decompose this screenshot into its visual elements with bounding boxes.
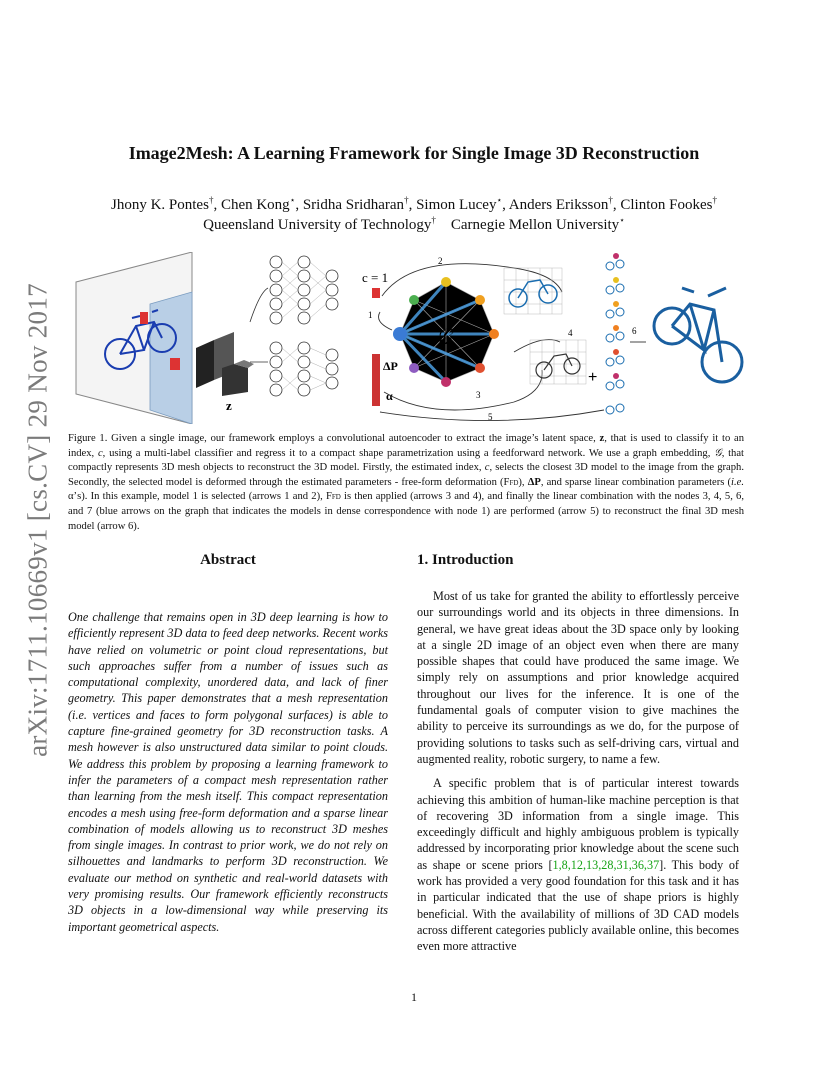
graph-embedding — [393, 277, 499, 387]
affiliation-list: Queensland University of Technology† Carnegie Mellon University⋆ — [203, 215, 625, 233]
abstract-heading: Abstract — [200, 552, 256, 568]
graph-node-3 — [441, 277, 451, 287]
introduction-heading: 1. Introduction — [417, 552, 514, 568]
z-label: z — [226, 398, 232, 413]
arrow-label-5: 5 — [488, 412, 493, 422]
arxiv-stamp: arXiv:1711.10669v1 [cs.CV] 29 Nov 2017 — [22, 283, 53, 757]
citation-links[interactable]: 1,8,12,13,28,31,36,37 — [552, 857, 660, 872]
params-vector — [372, 354, 380, 406]
graph-node-5 — [489, 329, 499, 339]
encoder-block — [196, 340, 214, 388]
c-vector — [372, 288, 380, 298]
page-number: 1 — [411, 990, 417, 1004]
arrow-label-4: 4 — [568, 328, 573, 338]
arrow-label-1: 1 — [368, 310, 373, 320]
graph-node-2 — [409, 295, 419, 305]
abstract-text: One challenge that remains open in 3D deep learning is how to efficiently represent 3D data to feed deep networks. Recent works have relied on volumetric or point cloud representations, but such approaches suffer from a number of issues such as computational complexity, unordered data, and lack of finer geometry. This paper demonstrates that a mesh representation (i.e. vertices and faces to form polygonal surfaces) is able to capture fine-grained geometry for 3D reconstruction tasks. A mesh however is also unstructured data similar to point clouds. We address this problem by proposing a learning framework to infer the parameters of a compact mesh representation rather than learning from the mesh itself. This compact representation encodes a mesh using free-form deformation and a sparse linear combination of models allowing us to reconstruct 3D meshes from single images. In contrast to prior work, we do not rely on silhouettes and landmarks to perform 3D reconstruction. We evaluate our method on synthetic and real-world datasets with very promising results. Our framework efficiently reconstructs 3D objects in a low-dimensional way while preserving its important geometrical aspects. — [68, 610, 388, 934]
c-label: c = 1 — [362, 270, 389, 285]
figure-caption: Figure 1. Given a single image, our framework employs a convolutional autoencoder to extract the image’s latent space, z, that is used to classify it to an index, c, using a multi-label classifier and regress it to a compact shape parametrization using a feedforward network. We use a graph embedding, 𝒢, that compactly represents 3D mesh objects to reconstruct the 3D model. Firstly, the estimated index, c, selects the closest 3D model to the image from the graph. Secondly, the selected model is deformed through the estimated parameters - free-form deformation (Ffd), ΔP, and sparse linear combination parameters (i.e. α’s). In this example, model 1 is selected (arrows 1 and 2), Ffd is then applied (arrows 3 and 4), and finally the linear combination with the nodes 3, 4, 5, 6, and 7 (blue arrows on the graph that indicates the models in dense correspondence with node 1) are performed (arrow 5) to reconstruct the final 3D mesh model (arrow 6). — [68, 433, 744, 532]
linear-combination-column — [606, 260, 624, 414]
introduction-body — [417, 588, 739, 963]
paper-title: Image2Mesh: A Learning Framework for Single Image 3D Reconstruction — [128, 143, 700, 163]
arrow-label-3: 3 — [476, 390, 481, 400]
arrow-label-2: 2 — [438, 256, 443, 266]
delta-p-label: ΔP — [383, 359, 398, 373]
graph-node-8 — [409, 363, 419, 373]
author-block — [60, 195, 768, 235]
reconstructed-bicycle — [654, 288, 742, 382]
graph-node-4 — [475, 295, 485, 305]
alpha-label: α — [386, 389, 393, 403]
graph-node-7 — [441, 377, 451, 387]
ffd-lattice-bottom — [530, 340, 586, 384]
author-list: Jhony K. Pontes†, Chen Kong⋆, Sridha Sridharan†, Simon Lucey⋆, Anders Eriksson†, Clinton Fookes† — [111, 195, 717, 213]
classifier-network — [270, 256, 338, 324]
graph-node-6 — [475, 363, 485, 373]
graph-symbol: 𝒢 — [436, 324, 452, 349]
regression-network — [270, 342, 338, 396]
figure-1-pipeline — [74, 252, 754, 424]
arrow-label-6: 6 — [632, 326, 637, 336]
intro-paragraph-2: A specific problem that is of particular interest towards achieving this ambition of human-like machine perception is that of recovering 3D information from a single image. This exceedingly difficult and highly ambiguous problem is typically addressed by incorporating prior knowledge about the scene such as shape or scene priors [1,8,12,13,28,31,36,37]. This body of work has provided a very good foundation for this task and it has in particular indicated that the use of shape priors is highly beneficial. With the availability of millions of 3D CAD models across different categories publicly available online, this becomes even more attractive — [417, 776, 739, 954]
intro-paragraph-1: Most of us take for granted the ability to effortlessly perceive our surroundings world and its objects in three dimensions. In general, we have great ideas about the 3D space only by looking at a single 2D image of an object even when there are many possible shapes that could have produced the same image. We simply rely on assumptions and prior knowledge acquired throughout our lives for the inference. It is one of the fundamental goals of computer vision to give machines the ability to perceive its surroundings as we do, for the purpose of providing solutions to tasks such as self-driving cars, virtual and augmented reality, robotic surgery, to name a few. — [417, 589, 739, 766]
plus-sign: + — [588, 369, 598, 386]
graph-node-1 — [393, 327, 407, 341]
